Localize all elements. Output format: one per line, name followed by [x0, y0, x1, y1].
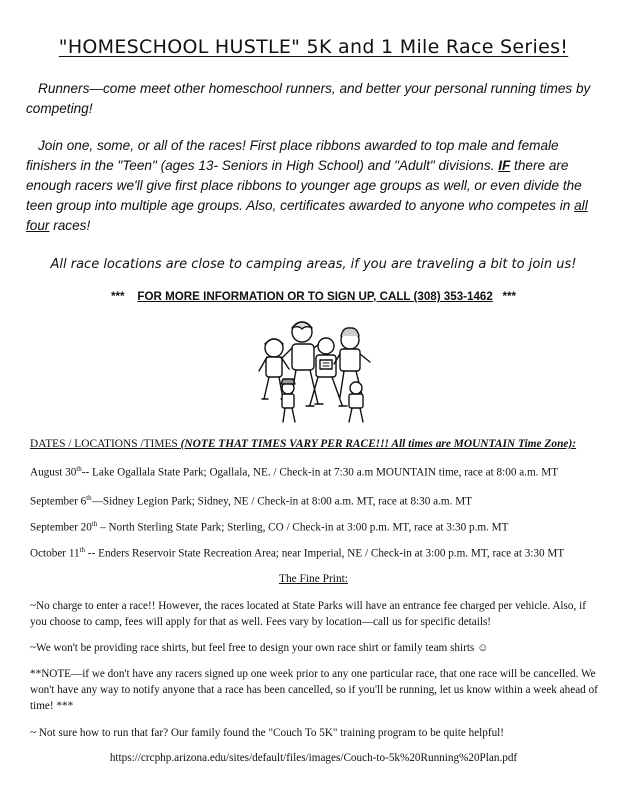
call-info-text: FOR MORE INFORMATION OR TO SIGN UP, CALL (308) 353-1462 — [137, 290, 493, 303]
camping-note: All race locations are close to camping areas, if you are traveling a bit to join us! — [50, 257, 577, 272]
race-date-suffix: th — [91, 520, 98, 528]
all-four-emphasis: all four — [26, 198, 588, 233]
call-info — [0, 290, 627, 303]
fine-print-item: ~ Not sure how to run that far? Our family found the "Couch To 5K" training program to be quite helpful! — [30, 727, 505, 739]
fine-print-item: ~We won't be providing race shirts, but feel free to design your own race shirt or family team shirts ☺ — [30, 642, 489, 654]
race-separator: — — [91, 495, 103, 508]
race-item — [30, 494, 615, 508]
race-separator: -- — [85, 547, 99, 560]
race-date: September 6 — [30, 495, 87, 508]
dates-header — [30, 438, 610, 450]
join-paragraph — [26, 136, 606, 236]
join-text-3: races! — [49, 218, 91, 233]
call-stars-right: *** — [502, 290, 517, 303]
race-date: September 20 — [30, 521, 92, 534]
if-emphasis: IF — [498, 158, 511, 173]
intro-paragraph: Runners—come meet other homeschool runners, and better your personal running times by competing! — [26, 81, 591, 116]
call-stars-left: *** — [110, 290, 125, 303]
race-date-suffix: th — [76, 465, 82, 473]
join-text-2: there are enough racers we'll give first place ribbons to younger age groups as well, or even divide the teen group into multiple age groups. Also, certificates awarded to anyone who competes in — [26, 158, 582, 213]
training-plan-link[interactable]: https://crcphp.arizona.edu/sites/default/files/images/Couch-to-5k%20Running%20Plan.pdf — [109, 752, 518, 764]
dates-header-prefix: DATES / LOCATIONS /TIMES — [30, 438, 181, 450]
race-separator: – — [97, 521, 109, 534]
race-date: August 30 — [30, 466, 77, 479]
dates-header-note: (NOTE THAT TIMES VARY PER RACE!!! All times are MOUNTAIN Time Zone): — [180, 438, 577, 450]
fine-print-title: The Fine Print: — [279, 573, 348, 585]
race-detail: Sidney Legion Park; Sidney, NE / Check-in at 8:00 a.m. MT, race at 8:30 a.m. MT — [102, 495, 472, 508]
race-detail: Lake Ogallala State Park; Ogallala, NE. / Check-in at 7:30 a.m MOUNTAIN time, race at 8:00 a.m. MT — [92, 466, 559, 479]
race-item — [30, 520, 615, 534]
race-item — [30, 465, 615, 479]
running-kids-icon — [252, 318, 376, 426]
race-item — [30, 546, 615, 560]
race-detail: Enders Reservoir State Recreation Area; near Imperial, NE / Check-in at 3:00 p.m. MT, race at 3:30 MT — [98, 547, 565, 560]
join-text-1: Join one, some, or all of the races! First place ribbons awarded to top male and female finishers in the "Teen" (ages 13- Seniors in High School) and "Adult" divisions. — [26, 138, 559, 173]
flyer-title: "HOMESCHOOL HUSTLE" 5K and 1 Mile Race Series! — [58, 36, 569, 58]
race-detail: North Sterling State Park; Sterling, CO / Check-in at 3:00 p.m. MT, race at 3:30 p.m. MT — [108, 521, 509, 534]
race-date-suffix: th — [79, 546, 86, 554]
fine-print-item: ~No charge to enter a race!! However, the races located at State Parks will have an entrance fee charged per vehicle. Also, if you choose to camp, fees will apply for that as well. Fees vary by location—call us for specific details! — [30, 600, 586, 628]
race-date: October 11 — [30, 547, 80, 560]
fine-print-item: **NOTE—if we don't have any racers signed up one week prior to any one particular race, that one race will be cancelled. We won't have any way to notify anyone that a race has been cancelled, so if you'll be running, let us know within a week ahead of time! *** — [30, 668, 598, 712]
race-date-suffix: th — [86, 494, 92, 502]
race-separator: -- — [81, 466, 93, 479]
